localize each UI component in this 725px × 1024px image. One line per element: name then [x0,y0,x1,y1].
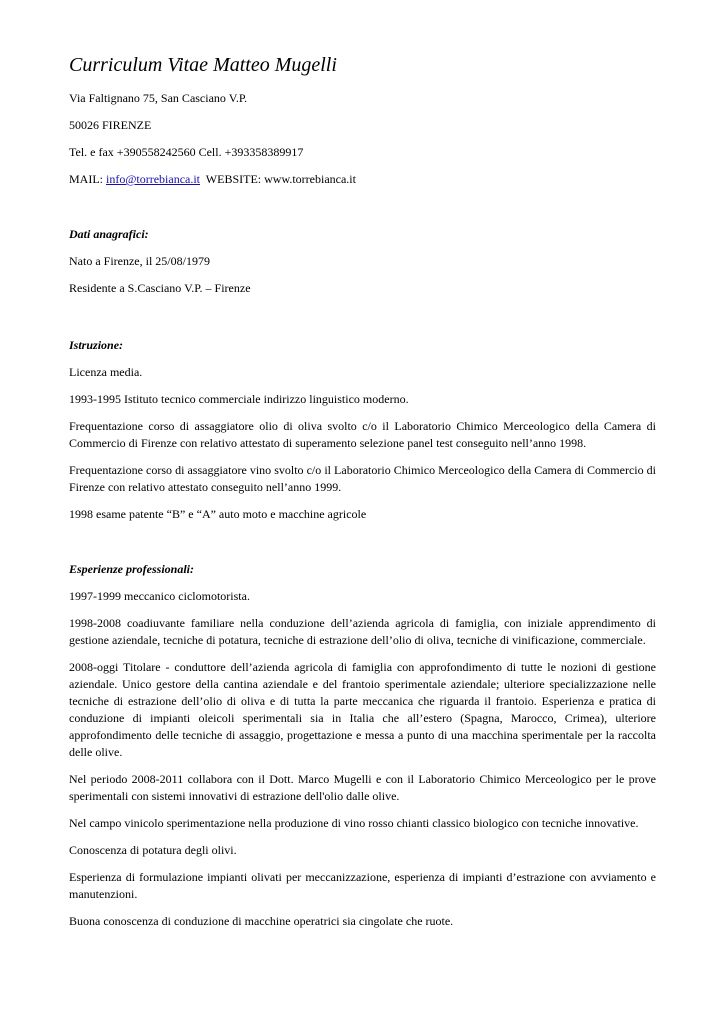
experience-heading: Esperienze professionali: [69,562,195,576]
city-line: 50026 FIRENZE [69,118,152,132]
experience-item: 1998-2008 coadiuvante familiare nella conduzione dell’azienda agricola di famiglia, con iniziale apprendimento di gestione aziendale, tecniche di potatura, tecniche di estrazione dell’olio di oliva, tecniche di vinificazione, commerciale. [69,616,656,647]
mail-label: MAIL: [69,172,106,186]
phone-line: Tel. e fax +390558242560 Cell. +393358389917 [69,145,304,159]
experience-item: Esperienza di formulazione impianti olivati per meccanizzazione, esperienza di impianti d’estrazione con avviamento e manutenzioni. [69,870,656,901]
address-line: Via Faltignano 75, San Casciano V.P. [69,91,248,105]
website-text: WEBSITE: www.torrebianca.it [200,172,356,186]
document-page [69,52,656,940]
email-link[interactable]: info@torrebianca.it [106,172,201,186]
experience-item: Nel campo vinicolo sperimentazione nella produzione di vino rosso chianti classico biologico con tecniche innovative. [69,816,639,830]
experience-item: 1997-1999 meccanico ciclomotorista. [69,589,250,603]
mail-website-line [69,171,656,188]
experience-item: Nel periodo 2008-2011 collabora con il Dott. Marco Mugelli e con il Laboratorio Chimico Merceologico per le prove sperimentali con sistemi innovativi di estrazione dell'olio dalle olive. [69,772,656,803]
experience-item: 2008-oggi Titolare - conduttore dell’azienda agricola di famiglia con approfondimento di tutte le nozioni di gestione aziendale. Unico gestore della cantina aziendale e del frantoio sperimentale aziendale; ulteriore specializzazione nelle tecniche di estrazione dell’olio di oliva e di tutta la parte meccanica che riguarda il frantoio. Esperienza e pratica di conduzione di impianti oleicoli sperimentali sia in Italia che all’estero (Spagna, Marocco, Crimea), ulteriore approfondimento delle tecniche di assaggio, progettazione e messa a punto di una macchina sperimentale per la raccolta delle olive. [69,660,656,759]
experience-item: Conoscenza di potatura degli olivi. [69,843,237,857]
education-item: Licenza media. [69,365,143,379]
education-item: Frequentazione corso di assaggiatore olio di oliva svolto c/o il Laboratorio Chimico Merceologico della Camera di Commercio di Firenze con relativo attestato di superamento selezione panel test conseguito nell’anno 1998. [69,419,656,450]
document-title: Curriculum Vitae Matteo Mugelli [69,54,337,76]
experience-item: Buona conoscenza di conduzione di macchine operatrici sia cingolate che ruote. [69,914,454,928]
residence-line: Residente a S.Casciano V.P. – Firenze [69,281,251,295]
education-item: Frequentazione corso di assaggiatore vino svolto c/o il Laboratorio Chimico Merceologico della Camera di Commercio di Firenze con relativo attestato conseguito nell’anno 1999. [69,463,656,494]
education-item: 1993-1995 Istituto tecnico commerciale indirizzo linguistico moderno. [69,392,409,406]
birth-line: Nato a Firenze, il 25/08/1979 [69,254,210,268]
personal-heading: Dati anagrafici: [69,227,149,241]
education-item: 1998 esame patente “B” e “A” auto moto e macchine agricole [69,507,367,521]
education-heading: Istruzione: [69,338,124,352]
